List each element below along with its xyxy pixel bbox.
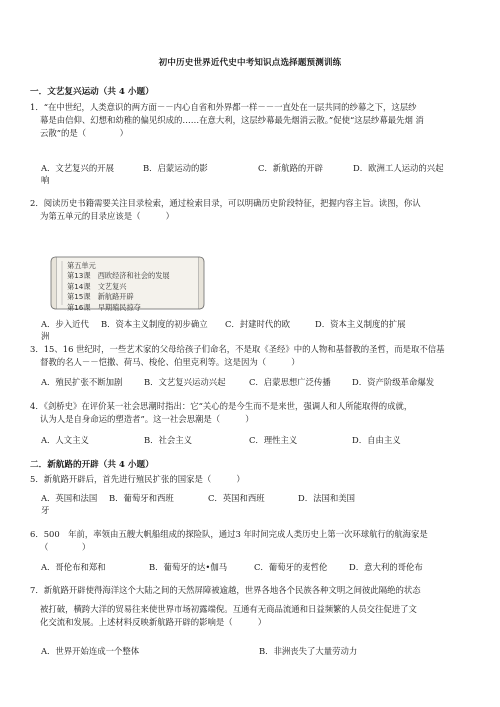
option-b[interactable]: B．资本主义制度的初步确立 bbox=[101, 319, 208, 329]
option-b[interactable]: B．葡萄牙和西班 bbox=[109, 493, 174, 503]
question-4-line: 4．《剑桥史》在评价某一社会思潮时指出：它“关心的是今生而不是来世，强调人和人所能取得的成就， bbox=[30, 401, 413, 411]
option-b-wrap: 牙 bbox=[41, 505, 50, 515]
catalog-unit: 第五单元 bbox=[67, 261, 96, 270]
option-c[interactable]: C．封建时代的欧 bbox=[225, 319, 291, 329]
option-c[interactable]: C．启蒙思想广泛传播 bbox=[249, 377, 331, 387]
question-6-line: 6．500 年前，率领由五艘大帆船组成的探险队，通过3 年时间完成人类历史上第一次环球航行的航海家是 bbox=[30, 529, 428, 539]
catalog-lesson: 第15课 新航路开辟 bbox=[67, 292, 134, 302]
option-a[interactable]: A．步入近代 bbox=[41, 319, 89, 329]
section-heading-new-routes: 二．新航路的开辟（共 4 小题） bbox=[30, 460, 154, 470]
question-5 bbox=[30, 473, 470, 486]
catalog-lesson: 第14课 文艺复兴 bbox=[67, 281, 127, 291]
question-3-options bbox=[41, 376, 481, 388]
option-d[interactable]: D．意大利的哥伦布 bbox=[349, 562, 423, 572]
question-5-options bbox=[41, 492, 481, 516]
question-7-options bbox=[41, 645, 481, 657]
option-d[interactable]: D．欧洲工人运动的兴起 bbox=[353, 163, 444, 173]
section-heading-renaissance: 一．文艺复兴运动（共 4 小题） bbox=[30, 87, 154, 97]
catalog-lesson: 第13课 西欧经济和社会的发展 bbox=[67, 271, 170, 281]
option-b[interactable]: B．社会主义 bbox=[144, 435, 193, 445]
option-d[interactable]: D．自由主义 bbox=[352, 435, 401, 445]
question-2-options bbox=[41, 318, 481, 342]
option-b[interactable]: B．非洲丧失了大量劳动力 bbox=[259, 646, 358, 656]
question-6-line: （ ） bbox=[40, 542, 91, 552]
question-5-line: 5．新航路开辟后，首先进行殖民扩张的国家是（ ） bbox=[30, 474, 245, 484]
question-1 bbox=[30, 101, 470, 140]
question-3 bbox=[30, 343, 470, 369]
option-a[interactable]: A．人文主义 bbox=[41, 435, 89, 445]
question-7-line: 7．新航路开辟使得海洋这个大陆之间的天然屏障被逾越，世界各地各个民族各种文明之间彼此隔绝的状态 bbox=[30, 585, 421, 595]
option-a[interactable]: A．英国和法国 bbox=[41, 493, 98, 503]
question-6 bbox=[30, 528, 470, 554]
question-7 bbox=[30, 584, 470, 629]
option-c[interactable]: C．英国和西班 bbox=[208, 493, 265, 503]
question-4-line: 认为人是自身命运的塑造者”。这一社会思潮是（ ） bbox=[40, 414, 254, 424]
catalog-text bbox=[67, 261, 170, 313]
option-d[interactable]: D．资产阶级革命爆发 bbox=[352, 377, 435, 387]
option-b[interactable]: B．文艺复兴运动兴起 bbox=[144, 377, 226, 387]
option-d[interactable]: D．资本主义制度的扩展 bbox=[315, 319, 406, 329]
option-a[interactable]: A．殖民扩张不断加剧 bbox=[41, 377, 123, 387]
question-4-options bbox=[41, 434, 481, 446]
option-c[interactable]: C．理性主义 bbox=[249, 435, 298, 445]
question-2-line: 为第五单元的目录应该是（ ） bbox=[40, 211, 174, 221]
question-7-line: 被打破，横跨大洋的贸易往来使世界市场初露端倪。互通有无商品流通和日益频繁的人员交往促进了文 bbox=[40, 604, 417, 614]
option-a[interactable]: A．世界开始连成一个整体 bbox=[41, 646, 140, 656]
question-7-line: 化交流和发展。上述材料反映新航路开辟的影响是（ ） bbox=[40, 617, 267, 627]
option-c[interactable]: C．葡萄牙的麦哲伦 bbox=[254, 562, 328, 572]
option-a[interactable]: A．文艺复兴的开展 bbox=[41, 163, 115, 173]
question-1-line: 幕是由信仰、幻想和幼稚的偏见织成的……在意大利，这层纱幕最先烟消云散。”促使“这层纱幕最先烟 消 bbox=[40, 115, 424, 125]
question-4 bbox=[30, 400, 470, 426]
question-2 bbox=[30, 197, 470, 223]
question-2-line: 2．阅读历史书籍需要关注目录检索，通过检索目录，可以明确历史阶段特征，把握内容主旨。读图，你认 bbox=[30, 198, 421, 208]
question-3-line: 督教的名人－－恺撒、荷马、梭伦、伯里克利等。这是因为（ ） bbox=[40, 357, 300, 367]
option-d[interactable]: D．法国和美国 bbox=[298, 493, 355, 503]
question-1-options bbox=[41, 162, 481, 186]
page-title: 初中历史世界近代史中考知识点选择题预测训练 bbox=[158, 58, 342, 68]
question-1-line: 1．“在中世纪，人类意识的两方面－－内心自省和外界都一样－－一直处在一层共同的纱幕之下，这层纱 bbox=[30, 102, 417, 112]
option-b[interactable]: B．启蒙运动的影 bbox=[143, 163, 208, 173]
catalog-lesson: 第16课 早期殖民掠夺 bbox=[67, 302, 141, 312]
option-a-wrap: 洲 bbox=[41, 331, 50, 341]
catalog-image bbox=[50, 254, 205, 312]
option-c[interactable]: C．新航路的开辟 bbox=[258, 163, 324, 173]
question-3-line: 3．15、16 世纪时，一些艺术家的父母给孩子们命名，不是取《圣经》中的人物和基督教的圣哲，而是取不信基 bbox=[30, 344, 445, 354]
option-b-wrap: 响 bbox=[41, 175, 50, 185]
question-6-options bbox=[41, 561, 481, 573]
option-a[interactable]: A．哥伦布和郑和 bbox=[41, 562, 106, 572]
question-1-line: 云散”的是（ ） bbox=[40, 128, 129, 138]
option-b[interactable]: B．葡萄牙的达•伽马 bbox=[149, 562, 228, 572]
